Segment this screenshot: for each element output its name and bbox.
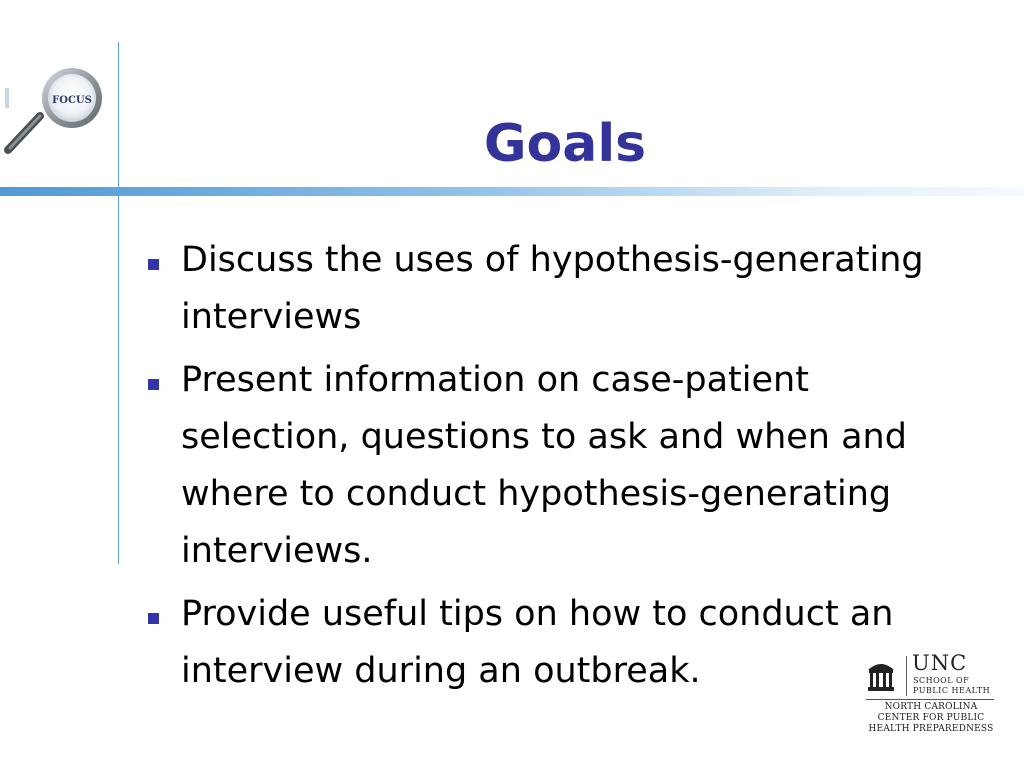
unc-name: UNC [912,651,968,675]
logo-divider [906,656,907,696]
focus-logo-text: FOCUS [52,95,92,106]
unc-center-text [862,702,1000,735]
bullet-text: Discuss the uses of hypothesis-generating interviews [181,240,924,337]
bullet-text: Provide useful tips on how to conduct an interview during an outbreak. [181,594,894,691]
bullet-text: Present information on case-patient selection, questions to ask and when and where to conduct hypothesis-generating interviews. [181,360,907,571]
unc-school-text [913,676,1003,696]
focus-logo [0,64,112,160]
unc-center-line: CENTER FOR PUBLIC [877,713,985,723]
bullet-list [146,232,966,706]
unc-school-line: SCHOOL OF [913,676,970,685]
unc-center-line: HEALTH PREPAREDNESS [868,724,994,734]
bullet-item [146,232,966,346]
bullet-square-icon [148,613,159,624]
bullet-item [146,586,966,700]
title-underline-bar [0,187,1024,196]
bullet-square-icon [148,379,159,390]
unc-school-line: PUBLIC HEALTH [913,686,991,695]
logo-rule [866,699,994,700]
magnifying-glass-icon [5,68,102,150]
vertical-rule [118,42,119,564]
unc-center-line: NORTH CAROLINA [884,702,978,712]
slide-title: Goals [483,114,647,174]
bullet-item [146,352,966,580]
old-well-icon [866,658,896,692]
unc-logo [862,652,1000,736]
bullet-square-icon [148,259,159,270]
